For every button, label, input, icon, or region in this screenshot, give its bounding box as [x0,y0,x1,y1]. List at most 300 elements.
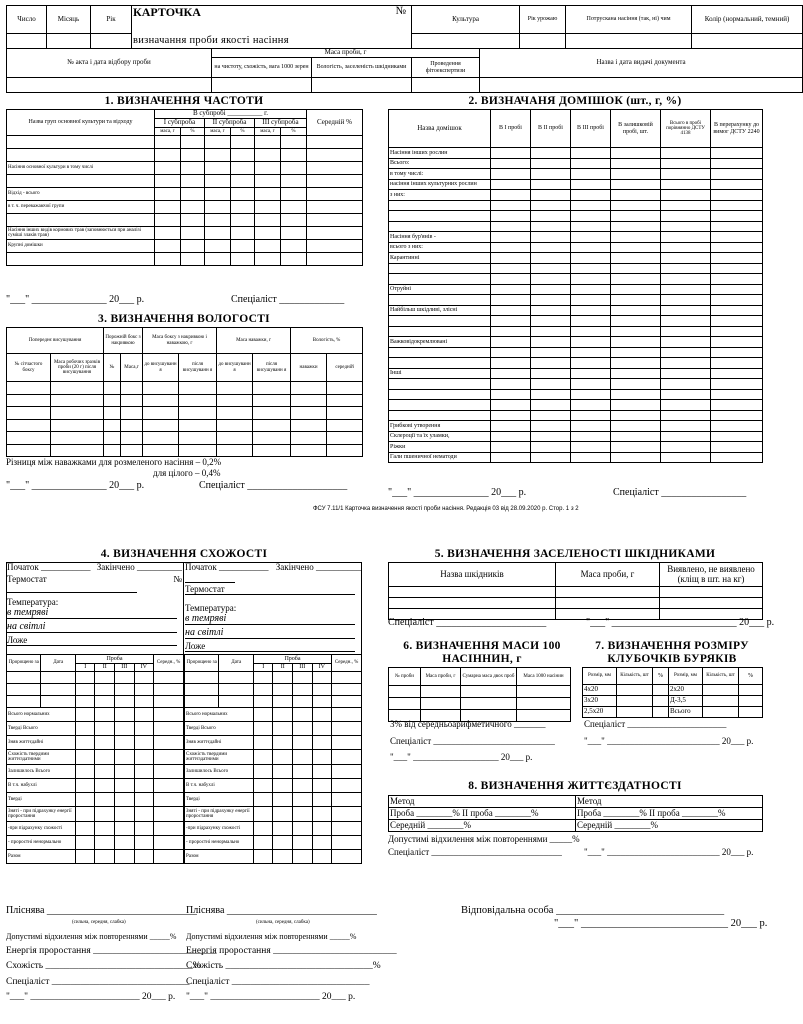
impurity-row [389,442,763,453]
purity-mass-label: на чистоту, схожість, вага 1000 зерен [212,58,312,78]
light-label: на світлі [185,627,355,639]
germination-row [185,850,362,864]
mold-right: Пліснява ______________________________ [186,905,377,916]
impurity-row-label: Насіння інших рослин [389,148,491,159]
impurity-row-label [389,400,491,411]
impurity-row [389,358,763,369]
section4-title: 4. ВИЗНАЧЕННЯ СХОЖОСТІ [100,548,268,560]
germination-row [7,722,184,736]
impurity-row-label [389,274,491,285]
impurity-row-label [389,347,491,358]
impurity-row [389,253,763,264]
germination-row-label: - проростні ненормально [7,836,76,850]
germination-right: Схожість _______________________________% [186,961,381,971]
frequency-row-label [7,253,155,266]
sub2-header: ІІ субпроба [205,119,255,128]
germination-row [7,793,184,807]
temperature-label: Температура: [185,603,237,613]
frequency-row-label [7,149,155,162]
impurity-row-label: з них: [389,190,491,201]
avg-header: Середн., % [154,655,184,672]
sub3-header: ІІІ субпроба [255,119,307,128]
beet-size-row [583,685,763,696]
sub1-header: І субпроба [155,119,205,128]
germination-row-label: Всього нормальних [185,708,254,722]
col-year-label: Рік [91,6,132,34]
s3-footer-date: "___" _______________ 20___ р. [6,480,145,491]
average-header: середній [327,354,363,382]
responsible-person: Відповідальна особа ________________________________ [461,905,725,916]
spec-right: Спеціаліст _____________________________ [186,977,370,987]
germination-row [7,836,184,850]
impurity-row [389,400,763,411]
beet-size-row [583,696,763,707]
mass-header: маса, г [155,128,181,136]
s7-spec: Спеціаліст ______________________ [584,719,727,729]
germination-row [7,708,184,722]
count-header: Кількість, шт [703,668,739,685]
date-header: Дата [219,655,253,672]
germination-row-label: Разом [7,850,76,864]
impurity-row [389,200,763,211]
culture-label: Культура [412,6,520,34]
sample-mass-header: Маса проби, г [421,668,461,686]
energy-right: Енергія проростання __________________________ [186,946,397,956]
impurity-row-label: Грибкові утворення [389,421,491,432]
s5-spec: Спеціаліст ______________________ [388,617,547,628]
germination-row [185,722,362,736]
germination-row-label: Схожість твердими життєздатними [185,750,254,765]
impurity-row [389,326,763,337]
avg-header: Середній % [307,110,363,136]
rep4-header: ІV [134,664,154,672]
mold-note-left: (сильна, середня, слабка) [72,920,126,925]
humidity-pests-label: Вологість, заселеність шкідниками [312,58,412,78]
frequency-row-label: Крупні домішки [7,240,155,253]
impurity-row-label [389,211,491,222]
impurity-row-label: Інші [389,368,491,379]
viability-table [388,795,763,832]
impurity-row-label [389,326,491,337]
light-label: на світлі [7,621,177,633]
rep3-header: ІІІ [293,664,313,672]
s8-spec: Спеціаліст _____________________________ [388,847,562,857]
pct-header: % [739,668,763,685]
germination-row [185,836,362,850]
rep2-header: ІІ [273,664,293,672]
frequency-row-label [7,175,155,188]
mass-header: маса, г [255,128,281,136]
size-header: Розмір, мм [669,668,703,685]
impurity-row [389,232,763,243]
mass-before-header: Маса робочих зразків проби (20 г) після висушування [51,354,104,382]
test-label: Проба ________% ІІ проба ________% [389,808,576,820]
impurity-row-label: Отруйні [389,284,491,295]
germination-row-label: Схожість твердими життєздатними [7,750,76,765]
avg-header: Середн., % [332,655,362,672]
sample-no-header: № проби [389,668,421,686]
germination-row [185,750,362,765]
beet-size-left: 3х20 [583,696,617,707]
mass1000-header: Маса 1000 насінин [517,668,571,686]
method-label: Метод [389,796,576,808]
germination-row [7,672,184,684]
mass-header: маса, г [205,128,231,136]
s6-date: "___" ___________________ 20___ р. [390,752,533,762]
in-subsample-header: В субпробі __________ г. [155,110,307,119]
rep2-header: ІІ [95,664,115,672]
germination-row [185,708,362,722]
germination-row [7,850,184,864]
section7-title: 7. ВИЗНАЧЕННЯ РОЗМІРУ КЛУБОЧКІВ БУРЯКІВ [595,640,749,665]
section2-title: 2. ВИЗНАЧАНЯ ДОМІШОК (шт., г, %) [468,95,682,107]
impurity-row-label [389,200,491,211]
impurity-row [389,421,763,432]
section3-title: 3. ВИЗНАЧЕННЯ ВОЛОГОСТІ [98,313,270,325]
impurity-row-label: Ріжки [389,442,491,453]
humidity-header: Вологість, % [291,328,363,354]
empty-box-header: Порожній бокс з накривкою [104,328,143,354]
germination-row [185,807,362,822]
germination-row-label: Тверді [185,793,254,807]
beet-size-left: 2,5х20 [583,707,617,718]
frequency-row [7,162,363,175]
sample-header: Проба [253,655,331,664]
no-header: № [104,354,121,382]
pest-name-header: Назва шкідників [389,563,556,587]
sum-mass-header: Сумарна маса двох проб [461,668,517,686]
frequency-row [7,149,363,162]
card-subtitle: визначання проби якості насіння [132,34,412,49]
color-label: Колір (нормальний, темний) [692,6,803,34]
germination-row [7,822,184,836]
impurity-row [389,242,763,253]
box-mass-header: Маса боксу з накривкою і наважкою, г [143,328,217,354]
mold-note-right: (сильна, середня, слабка) [256,920,310,925]
col-month-label: Місяць [47,6,91,34]
s5-date: "___" _________________________ 20___ р. [586,617,775,628]
frequency-row [7,136,363,149]
impurity-row [389,316,763,327]
avg-label: Середній ________% [389,820,576,832]
impurity-row-label: Важковідокремлювані [389,337,491,348]
germination-row-label: В т.ч. набухлі [185,779,254,793]
s8-date: "___" _________________________ 20___ р. [584,847,754,857]
start-label: Початок ___________ [185,562,269,572]
phyto-label: Проведення фітоекспертизи [412,58,480,78]
impurity-row [389,169,763,180]
germination-row-label: Залишилось Всього [7,765,76,779]
harvest-year-label: Рік урожаю [520,6,566,34]
sample-header: Проба [75,655,153,664]
impurity-row [389,263,763,274]
dark-label: в темряві [185,613,355,625]
frequency-row [7,227,363,240]
beet-size-left: 4х20 [583,685,617,696]
impurity-row-label: Всього: [389,158,491,169]
before-dry-header: до висушуванн я [217,354,253,382]
impurity-row [389,148,763,159]
impurity-row [389,295,763,306]
impurity-row-label: Гали пшеничної нематоди [389,452,491,463]
impurity-row-label: Найбільш шкідливі, злісні [389,305,491,316]
avg-label: Середній ________% [576,820,763,832]
germination-row-label: Зняті - при підрахунку енергії проростання [185,807,254,822]
p1-header: В І пробі [491,110,531,148]
impurity-row-label [389,389,491,400]
germination-table-right [184,654,362,864]
tolerance-right: Допустимі відхилення між повтореннями _____% [186,932,357,941]
germination-row-label: -при підрахунку схожості [185,822,254,836]
germination-row [185,736,362,750]
impurity-row-label [389,316,491,327]
germination-row [185,822,362,836]
rep3-header: ІІІ [115,664,135,672]
number-sign: № [395,5,406,17]
date-header: Дата [41,655,75,672]
impurity-row [389,410,763,421]
impurities-table [388,109,763,463]
frequency-row-label: Насіння інших видів кормових трав (заповнюється при аналізі суміші злаків трав) [7,227,155,240]
mass-header: Маса,г [121,354,143,382]
before-drying-header: Попереднє висушування [7,328,104,354]
date-left: "___" _______________________ 20___ р. [6,992,176,1002]
beet-size-table [582,667,763,718]
impurity-name-header: Назва домішок [389,110,491,148]
diff-note-2: для цілого – 0,4% [153,468,221,478]
frequency-row-label: Насіння основної культури в тому числі [7,162,155,175]
pct-header: % [281,128,307,136]
impurity-row [389,274,763,285]
germination-row [185,684,362,696]
section5-title: 5. ВИЗНАЧЕННЯ ЗАСЕЛЕНОСТІ ШКІДНИКАМИ [434,548,716,560]
s2-footer-date: "___" _______________ 20___ р. [388,487,527,498]
frequency-row [7,253,363,266]
mass100-table [388,667,571,722]
germination-row-label: Тверді [7,793,76,807]
rest-header: В залишковій пробі, шт. [611,110,661,148]
thermostat-label: Термостат [7,574,47,584]
beet-size-right: 2х20 [669,685,703,696]
germination-row [7,779,184,793]
frequency-table [6,109,363,266]
frequency-row [7,188,363,201]
impurity-row [389,179,763,190]
section1-title: 1. ВИЗНАЧЕННЯ ЧАСТОТИ [104,95,264,107]
frequency-row-label [7,214,155,227]
col-number-label: Число [7,6,47,34]
tolerance-left: Допустимі відхилення між повтореннями _____% [6,932,177,941]
impurity-row-label [389,263,491,274]
rep1-header: І [253,664,273,672]
germination-row [7,750,184,765]
impurity-row [389,211,763,222]
germination-row-label: Зняв життєдайні [185,736,254,750]
box-no-header: № сітчастого боксу [7,354,51,382]
frequency-row [7,175,363,188]
germ-for-header: Пророщено за [185,655,219,672]
impurity-row [389,190,763,201]
germination-row [7,684,184,696]
dark-label: в темряві [7,607,177,619]
humidity-row [7,444,363,457]
sample-header: наважки [291,354,327,382]
s6-note: 3% від середньоарифметичного _______ [390,719,546,729]
date-right: "___" _______________________ 20___ р. [186,992,356,1002]
after-dry-header: після висушуванн я [179,354,217,382]
diff-note-1: Різниця між наважками для розмеленого насіння – 0,2% [6,457,222,467]
s1-footer-date: "___" _______________ 20___ р. [6,294,145,305]
germination-row [7,736,184,750]
mold-left: Пліснява ______________________________ [6,905,197,916]
s1-footer-spec: Спеціаліст _____________ [231,294,345,305]
impurity-row [389,337,763,348]
germination-row-label: Зняті - при підрахунку енергії проростання [7,807,76,822]
spec-left: Спеціаліст _____________________________ [6,977,190,987]
dstu2-header: В перерахунку до вимог ДСТУ 2240 [711,110,763,148]
germination-row [185,696,362,708]
impurity-row-label [389,295,491,306]
pct-header: % [181,128,205,136]
size-header: Розмір, мм [583,668,617,685]
beet-size-right: Д-3,5 [669,696,703,707]
humidity-table [6,327,363,457]
s2-footer-spec: Спеціаліст _________________ [613,487,747,498]
germination-row-label: -при підрахунку схожості [7,822,76,836]
sample-mass-label: Маса проби, г [212,49,480,58]
section6-title: 6. ВИЗНАЧЕННЯ МАСИ 100 НАСІННИН, г [403,640,561,665]
pest-mass-header: Маса проби, г [556,563,660,587]
humidity-row [7,432,363,445]
s6-spec: Спеціаліст ___________________________ [390,736,555,746]
germination-left: Схожість _______________________________% [6,961,201,971]
impurity-row [389,284,763,295]
germination-right-head [185,562,361,652]
frequency-row [7,201,363,214]
humidity-row [7,394,363,407]
group-name-header: Назва груп основної культури та відходу [7,110,155,136]
impurity-row [389,221,763,232]
pests-table [388,562,763,620]
p3-header: В ІІІ пробі [571,110,611,148]
end-label: Закінчено __________ [96,562,182,572]
card-title: КАРТОЧКА [133,5,201,19]
impurity-row [389,452,763,463]
energy-left: Енергія проростання __________________________ [6,946,217,956]
thermostat-no: № [173,574,182,584]
germination-left-head [7,562,182,646]
before-dry-header: до висушуванн я [143,354,179,382]
pct-header: % [653,668,669,685]
humidity-row [7,407,363,420]
impurity-row [389,379,763,390]
germination-row-label: Зняв життєдайні [7,736,76,750]
broken-seeds-label: Потрускана насіння (так, ні) чим [566,6,692,34]
frequency-row [7,240,363,253]
beet-size-row [583,707,763,718]
germination-row [7,807,184,822]
count-header: Кількість, шт [617,668,653,685]
dstu1-header: Всього в пробі порівнянно ДСТУ 4138 [661,110,711,148]
germination-table-left [6,654,184,864]
germination-row [7,696,184,708]
thermostat-label: Термостат [185,584,355,595]
after-dry-header: після висушуванн я [253,354,291,382]
start-label: Початок ___________ [7,562,91,572]
pest-found-header: Виявлено, не виявлено (кліщ в шт. на кг) [660,563,763,587]
impurity-row-label: Склероції та їх уламки, [389,431,491,442]
frequency-row-label [7,136,155,149]
germination-row [185,779,362,793]
end-label: Закінчено __________ [275,562,361,572]
germination-row-label: В т.ч. набухлі [7,779,76,793]
germination-row-label: Всього нормальних [7,708,76,722]
impurity-row [389,305,763,316]
impurity-row-label [389,379,491,390]
germination-row [185,672,362,684]
impurity-row-label: Карантинні [389,253,491,264]
impurity-row-label: всього з них: [389,242,491,253]
impurity-row-label [389,221,491,232]
impurity-row-label: насіння інших культурних рослин [389,179,491,190]
germination-row-label: Тверді Всього [7,722,76,736]
beet-size-right: Всього [669,707,703,718]
sample-mass-header: Маса наважки, г [217,328,291,354]
germ-for-header: Пророщено за [7,655,41,672]
responsible-date: "___" ____________________________ 20___ р. [554,918,768,929]
frequency-row [7,214,363,227]
germination-row-label: Залишилось Всього [185,765,254,779]
humidity-row [7,382,363,395]
bed-label: Ложе [185,641,355,652]
impurity-row [389,389,763,400]
impurity-row [389,158,763,169]
rep4-header: ІV [312,664,332,672]
header-table [6,5,803,93]
impurity-row-label: в тому числі: [389,169,491,180]
s7-date: "___" _________________________ 20___ р. [584,736,754,746]
frequency-row-label: в т. ч. переважаючої групи [7,201,155,214]
frequency-row-label: Відхід - всього [7,188,155,201]
germination-row-label: Разом [185,850,254,864]
form-footer-note: ФСУ 7.11/1 Карточка визначення якості проби насіння. Редакція 03 від 28.09.2020 р. Стор. 1 з 2 [313,506,579,512]
test-label: Проба ________% ІІ проба ________% [576,808,763,820]
germination-row [185,793,362,807]
impurity-row [389,431,763,442]
method-label: Метод [576,796,763,808]
pct-header: % [231,128,255,136]
bed-label: Ложе [7,635,177,646]
impurity-row-label: Насіння бур'янів - [389,232,491,243]
impurity-row [389,347,763,358]
s8-tolerance: Допустимі відхилення між повтореннями _____% [388,834,580,844]
section8-title: 8. ВИЗНАЧЕННЯ ЖИТТЄЗДАТНОСТІ [468,780,682,792]
impurity-row-label [389,410,491,421]
rep1-header: І [75,664,95,672]
p2-header: В ІІ пробі [531,110,571,148]
impurity-row-label [389,358,491,369]
act-number-label: № акта і дата відбору проби [7,49,212,78]
s3-footer-spec: Спеціаліст ____________________ [199,480,348,491]
humidity-row [7,419,363,432]
germination-row [185,765,362,779]
germination-row-label: Тверді Всього [185,722,254,736]
temperature-label: Температура: [7,597,59,607]
impurity-row [389,368,763,379]
doc-date-label: Назва і дата видачі документа [480,49,803,78]
germination-row-label: - проростні ненормально [185,836,254,850]
germination-row [7,765,184,779]
